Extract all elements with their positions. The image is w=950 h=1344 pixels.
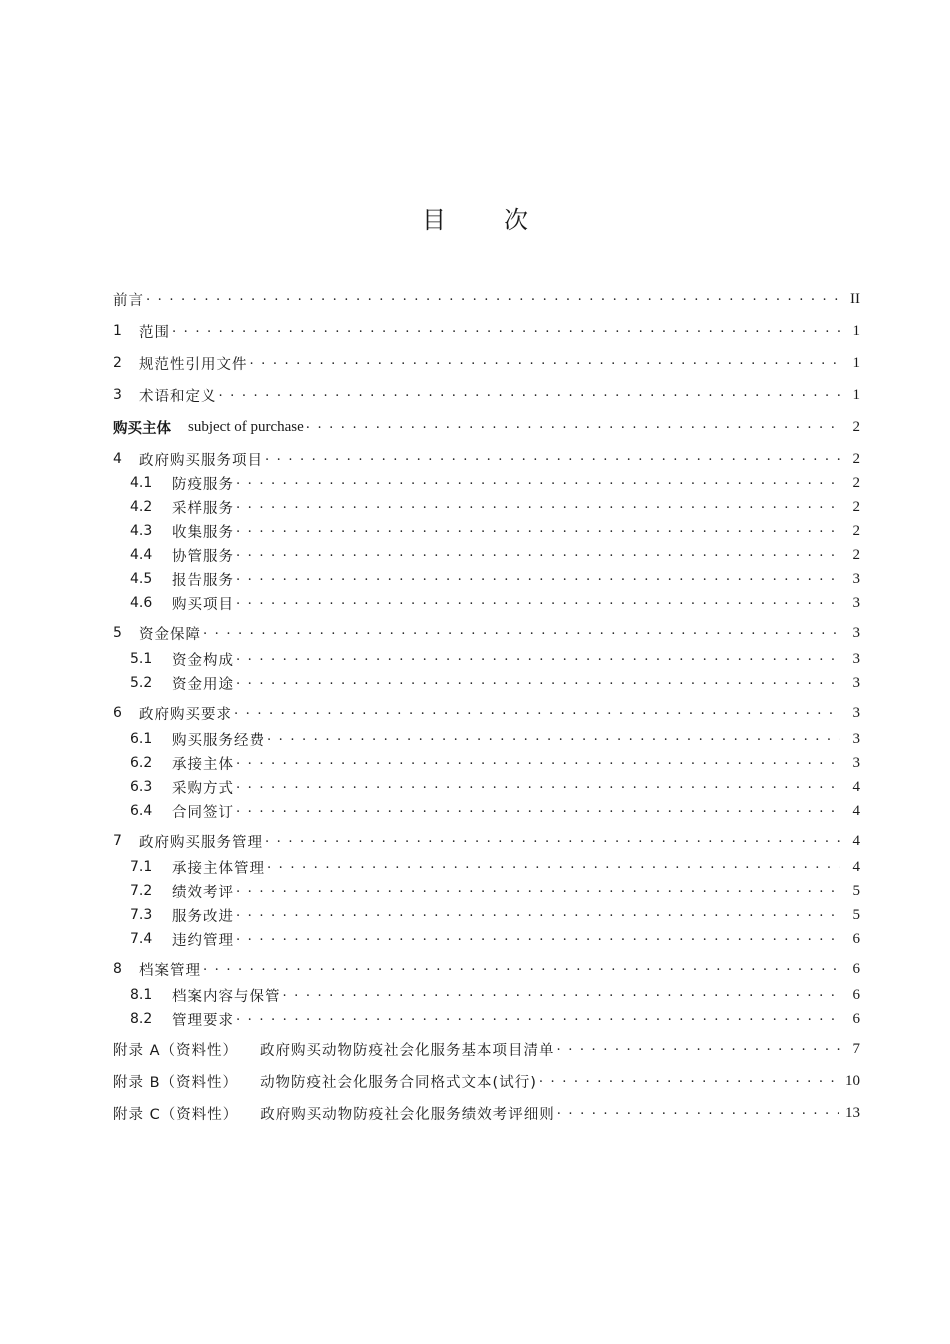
toc-entry-label: 政府购买服务管理 [139, 834, 263, 851]
toc-entry-label: 档案管理 [139, 962, 201, 979]
toc-entry-number: 6.2 [130, 755, 153, 771]
toc-entry-4-3[interactable] [113, 520, 860, 542]
toc-entry-label: 购买服务经费 [172, 732, 265, 749]
toc-entry-page: 7 [852, 1040, 860, 1057]
toc-entry-7-2[interactable] [113, 880, 860, 902]
toc-entry-number: 4.5 [130, 571, 153, 587]
toc-entry-label: 政府购买服务项目 [139, 452, 263, 469]
toc-entry-6-3[interactable] [113, 776, 860, 798]
toc-entry-page: 5 [852, 906, 860, 923]
toc-entry-page: 2 [852, 546, 860, 563]
toc-entry-label: 采样服务 [172, 500, 234, 517]
toc-entry-7-1[interactable] [113, 856, 860, 878]
toc-entry-appendix-a[interactable] [113, 1038, 860, 1060]
toc-entry-page: 4 [852, 778, 860, 795]
toc-entry-page: 10 [845, 1072, 860, 1089]
toc-entry-page: 3 [852, 754, 860, 771]
toc-entry-page: 4 [852, 802, 860, 819]
toc-entry-label: 动物防疫社会化服务合同格式文本(试行) [260, 1074, 537, 1091]
toc-entry-appendix-tag: 附录 B（资料性） [113, 1074, 239, 1091]
toc-title-char-1: 目 [422, 206, 446, 234]
toc-entry-page: 1 [852, 354, 860, 371]
toc-entry-number: 8.2 [130, 1011, 153, 1027]
toc-entry-page: 6 [852, 1010, 860, 1027]
toc-entry-label: 政府购买动物防疫社会化服务基本项目清单 [260, 1042, 555, 1059]
toc-title-char-2: 次 [504, 206, 528, 234]
toc-entry-appendix-tag: 附录 C（资料性） [113, 1106, 239, 1123]
toc-entry-3[interactable] [113, 384, 860, 406]
toc-entry-8[interactable] [113, 958, 860, 980]
toc-entry-number: 4.2 [130, 499, 153, 515]
toc-entry-6[interactable] [113, 702, 860, 724]
toc-entry-label: 前言 [113, 292, 144, 309]
toc-entry-6-4[interactable] [113, 800, 860, 822]
toc-entry-purchase-subject[interactable] [113, 416, 860, 438]
toc-entry-page: 3 [852, 594, 860, 611]
toc-entry-number: 5.2 [130, 675, 153, 691]
toc-entry-label: 合同签订 [172, 804, 234, 821]
toc-entry-6-2[interactable] [113, 752, 860, 774]
toc-entry-number: 1 [113, 323, 122, 339]
toc-entry-page: 3 [852, 674, 860, 691]
toc-entry-7-3[interactable] [113, 904, 860, 926]
toc-entry-number: 6.4 [130, 803, 153, 819]
toc-entry-appendix-b[interactable] [113, 1070, 860, 1092]
toc-entry-label: 收集服务 [172, 524, 234, 541]
toc-entry-number: 3 [113, 387, 122, 403]
toc-entry-1[interactable] [113, 320, 860, 342]
toc-entry-label: 绩效考评 [172, 884, 234, 901]
toc-entry-label: 资金用途 [172, 676, 234, 693]
toc-entry-page: 6 [852, 986, 860, 1003]
toc-entry-number: 7.1 [130, 859, 153, 875]
toc-entry-label: 购买项目 [172, 596, 234, 613]
toc-entry-page: 3 [852, 624, 860, 641]
toc-entry-label: 服务改进 [172, 908, 234, 925]
toc-entry-page: 5 [852, 882, 860, 899]
toc-entry-4-1[interactable] [113, 472, 860, 494]
toc-entry-page: 1 [852, 322, 860, 339]
toc-title [0, 200, 950, 235]
toc-entry-number: 6 [113, 705, 122, 721]
toc-entry-label: 资金保障 [139, 626, 201, 643]
toc-entry-number: 4.4 [130, 547, 153, 563]
toc-entry-page: II [850, 290, 860, 307]
toc-entry-4[interactable] [113, 448, 860, 470]
toc-entry-label: 规范性引用文件 [139, 356, 248, 373]
toc-entry-4-2[interactable] [113, 496, 860, 518]
toc-entry-page: 1 [852, 386, 860, 403]
toc-entry-label: 防疫服务 [172, 476, 234, 493]
toc-entry-5-2[interactable] [113, 672, 860, 694]
toc-entry-label: 购买主体 [113, 420, 171, 437]
toc-entry-appendix-c[interactable] [113, 1102, 860, 1124]
toc-entry-label: 报告服务 [172, 572, 234, 589]
toc-entry-number: 2 [113, 355, 122, 371]
toc-entry-5[interactable] [113, 622, 860, 644]
toc-entry-english-term: subject of purchase [188, 418, 304, 435]
toc-entry-label: 术语和定义 [139, 388, 217, 405]
toc-entry-label: 承接主体管理 [172, 860, 265, 877]
toc-entry-number: 7 [113, 833, 122, 849]
toc-entry-2[interactable] [113, 352, 860, 374]
toc-entry-label: 资金构成 [172, 652, 234, 669]
toc-entry-label: 承接主体 [172, 756, 234, 773]
toc-entry-8-2[interactable] [113, 1008, 860, 1030]
toc-entry-number: 4.6 [130, 595, 153, 611]
toc-entry-number: 6.1 [130, 731, 153, 747]
toc-entry-7[interactable] [113, 830, 860, 852]
toc-entry-number: 4.3 [130, 523, 153, 539]
toc-entry-page: 3 [852, 730, 860, 747]
toc-entry-label: 采购方式 [172, 780, 234, 797]
toc-entry-number: 8.1 [130, 987, 153, 1003]
toc-entry-page: 2 [852, 474, 860, 491]
toc-entry-label: 违约管理 [172, 932, 234, 949]
toc-entry-page: 3 [852, 650, 860, 667]
toc-entry-number: 7.2 [130, 883, 153, 899]
toc-entry-page: 2 [852, 450, 860, 467]
toc-entry-7-4[interactable] [113, 928, 860, 950]
toc-entry-number: 7.4 [130, 931, 153, 947]
toc-entry-page: 2 [852, 522, 860, 539]
toc-entry-5-1[interactable] [113, 648, 860, 670]
toc-entry-4-4[interactable] [113, 544, 860, 566]
toc-entry-number: 5.1 [130, 651, 153, 667]
toc-entry-number: 6.3 [130, 779, 153, 795]
toc-entry-4-5[interactable] [113, 568, 860, 590]
toc-entry-4-6[interactable] [113, 592, 860, 614]
toc-entry-page: 2 [852, 498, 860, 515]
toc-entry-page: 13 [845, 1104, 860, 1121]
toc-entry-page: 6 [852, 960, 860, 977]
toc-entry-number: 5 [113, 625, 122, 641]
toc-entry-page: 3 [852, 570, 860, 587]
toc-entry-number: 7.3 [130, 907, 153, 923]
toc-entry-label: 协管服务 [172, 548, 234, 565]
toc-entry-label: 范围 [139, 324, 170, 341]
toc-entry-page: 4 [852, 832, 860, 849]
toc-entry-label: 管理要求 [172, 1012, 234, 1029]
toc-entry-number: 4.1 [130, 475, 153, 491]
toc-entry-8-1[interactable] [113, 984, 860, 1006]
toc-entry-page: 4 [852, 858, 860, 875]
toc-entry-label: 档案内容与保管 [172, 988, 281, 1005]
toc-entry-number: 4 [113, 451, 122, 467]
toc-entry-page: 3 [852, 704, 860, 721]
toc-entry-number: 8 [113, 961, 122, 977]
toc-entry-page: 6 [852, 930, 860, 947]
toc-entry-label: 政府购买动物防疫社会化服务绩效考评细则 [260, 1106, 555, 1123]
toc-entry-appendix-tag: 附录 A（资料性） [113, 1042, 239, 1059]
toc-entry-6-1[interactable] [113, 728, 860, 750]
toc-entry-label: 政府购买要求 [139, 706, 232, 723]
toc-entry-foreword[interactable] [113, 288, 860, 310]
toc-entry-page: 2 [852, 418, 860, 435]
